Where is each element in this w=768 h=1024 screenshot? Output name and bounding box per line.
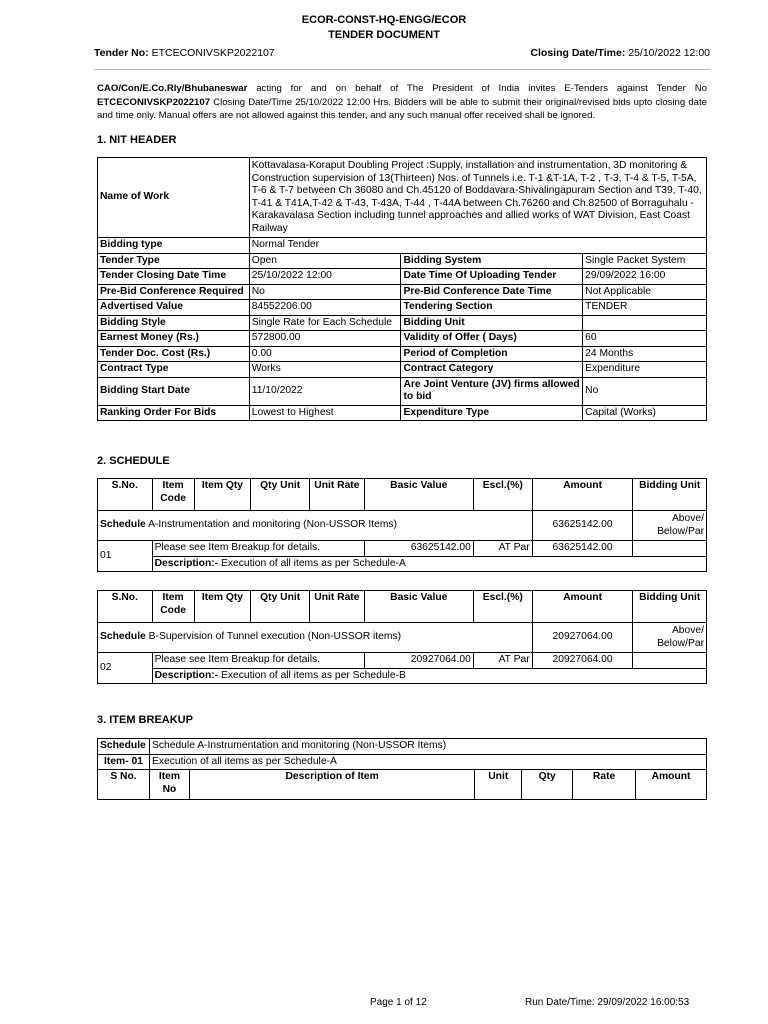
column-header: Qty Unit [251, 591, 310, 623]
item-escl: AT Par [473, 653, 532, 669]
item-description [152, 668, 706, 684]
intro-tender-no: ETCECONIVSKP2022107 [97, 96, 211, 108]
column-header: Escl.(%) [473, 479, 532, 511]
column-header: Item Code [152, 591, 194, 623]
nit-label: Tender Type [98, 253, 250, 269]
nit-label: Validity of Offer ( Days) [401, 331, 583, 347]
divider [94, 69, 710, 70]
schedule-name [98, 623, 533, 653]
column-header: Item Qty [194, 591, 251, 623]
closing-label: Closing Date/Time: [530, 47, 626, 59]
column-header: Item Code [152, 479, 194, 511]
nit-row [98, 346, 707, 362]
nit-label: Name of Work [98, 158, 250, 238]
schedule-table [97, 478, 707, 572]
intro-paragraph [97, 82, 707, 123]
schedule-desc-row [98, 668, 707, 684]
page-number: Page 1 of 12 [370, 997, 427, 1008]
column-header: Qty [522, 770, 573, 800]
nit-row [98, 315, 707, 331]
schedule-item-row [98, 541, 707, 557]
nit-value: Expenditure [583, 362, 707, 378]
breakup-schedule-value: Schedule A-Instrumentation and monitoring (Non-USSOR Items) [149, 739, 706, 755]
tender-no-value: ETCECONIVSKP2022107 [151, 47, 275, 59]
nit-label: Are Joint Venture (JV) firms allowed to bid [401, 377, 583, 405]
item-description [152, 556, 706, 572]
nit-row-name-of-work [98, 158, 707, 238]
breakup-schedule-row [98, 739, 707, 755]
breakup-item-label: Item- 01 [98, 754, 150, 770]
schedule-desc-row [98, 556, 707, 572]
item-amount: 63625142.00 [532, 541, 633, 557]
nit-value: Not Applicable [583, 284, 707, 300]
item-basic-value: 63625142.00 [364, 541, 473, 557]
nit-value: 0.00 [249, 346, 401, 362]
column-header: Bidding Unit [633, 591, 707, 623]
run-datetime: Run Date/Time: 29/09/2022 16:00:53 [525, 997, 690, 1008]
schedule-name-row [98, 511, 707, 541]
item-sno: 01 [98, 541, 153, 572]
schedule-name-value: B-Supervision of Tunnel execution (Non-USSOR items) [148, 631, 402, 643]
nit-value: 84552206.00 [249, 300, 401, 316]
column-header: S.No. [98, 479, 153, 511]
nit-row [98, 300, 707, 316]
schedule-item-row [98, 653, 707, 669]
schedule-header-row [98, 479, 707, 511]
nit-value: Normal Tender [249, 238, 706, 254]
nit-row [98, 284, 707, 300]
nit-label: Tender Closing Date Time [98, 269, 250, 285]
breakup-heading: 3. ITEM BREAKUP [97, 714, 193, 726]
nit-label: Bidding Start Date [98, 377, 250, 405]
column-header: Basic Value [364, 479, 473, 511]
nit-value: No [583, 377, 707, 405]
schedule-label: Schedule [100, 631, 146, 643]
column-header: S No. [98, 770, 150, 800]
column-header: Escl.(%) [473, 591, 532, 623]
nit-value: 60 [583, 331, 707, 347]
column-header: Item Qty [194, 479, 251, 511]
nit-heading: 1. NIT HEADER [97, 134, 177, 146]
nit-value: Open [249, 253, 401, 269]
item-bidding-unit [633, 541, 707, 557]
nit-label: Bidding type [98, 238, 250, 254]
column-header: Bidding Unit [633, 479, 707, 511]
column-header: Unit [475, 770, 522, 800]
document-subtitle: TENDER DOCUMENT [328, 29, 440, 41]
nit-value: Single Packet System [583, 253, 707, 269]
column-header: Unit Rate [310, 479, 365, 511]
nit-label: Earnest Money (Rs.) [98, 331, 250, 347]
nit-label: Tender Doc. Cost (Rs.) [98, 346, 250, 362]
column-header: Basic Value [364, 591, 473, 623]
nit-label: Tendering Section [401, 300, 583, 316]
nit-value: 24 Months [583, 346, 707, 362]
nit-row [98, 253, 707, 269]
name-of-work-value: Kottavalasa-Koraput Doubling Project :Supply, installation and instrumentation, 3D monitoring & Construction supervision of 13(Thirteen) Nos. of Tunnels i.e. T-1 &T-1A, T-2 , T-3, T-4 & T-5, T-5A, T-6 & T-7 between Ch 36080 and Ch.45120 of Boddavara-Shivalingapuram Section and T39, T-40, T-41 & T41A,T-42 & T-43, T-43A, T-44 , T-44A between Ch.76260 and Ch.82500 of Borraguhalu - Karakavalasa Section including tunnel approaches and allied works of WAT Division, East Coast Railway [249, 158, 706, 238]
nit-label: Ranking Order For Bids [98, 405, 250, 421]
schedule-name [98, 511, 533, 541]
column-header: Description of Item [189, 770, 474, 800]
nit-value: 11/10/2022 [249, 377, 401, 405]
tender-no-label: Tender No: [94, 47, 149, 59]
nit-row [98, 331, 707, 347]
item-escl: AT Par [473, 541, 532, 557]
schedule-heading: 2. SCHEDULE [97, 455, 170, 467]
breakup-header-row [98, 770, 707, 800]
nit-label: Expenditure Type [401, 405, 583, 421]
column-header: Item No [149, 770, 189, 800]
nit-label: Advertised Value [98, 300, 250, 316]
breakup-item-value: Execution of all items as per Schedule-A [149, 754, 706, 770]
schedule-bidding-unit: Above/ Below/Par [633, 623, 707, 653]
nit-value: Works [249, 362, 401, 378]
nit-label: Pre-Bid Conference Date Time [401, 284, 583, 300]
desc-label: Description:- [154, 669, 219, 681]
schedule-table [97, 590, 707, 684]
breakup-schedule-label: Schedule [98, 739, 150, 755]
nit-row [98, 362, 707, 378]
item-sno: 02 [98, 653, 153, 684]
desc-label: Description:- [154, 557, 219, 569]
intro-text-2: Closing Date/Time 25/10/2022 12:00 Hrs. Bidders will be able to submit their original/revised bids upto closing date and time only. Manual offers are not allowed against this tender, and any such manual offer received shall be ignored. [97, 96, 707, 121]
schedule-header-row [98, 591, 707, 623]
nit-value: Lowest to Highest [249, 405, 401, 421]
intro-text-1: acting for and on behalf of The President of India invites E-Tenders against Tender No [247, 83, 707, 94]
schedule-bidding-unit: Above/ Below/Par [633, 511, 707, 541]
column-header: S.No. [98, 591, 153, 623]
schedule-label: Schedule [100, 519, 146, 531]
nit-label: Contract Type [98, 362, 250, 378]
nit-label: Bidding Unit [401, 315, 583, 331]
column-header: Qty Unit [251, 479, 310, 511]
nit-row-bidding-type [98, 238, 707, 254]
desc-value: Execution of all items as per Schedule-A [220, 557, 406, 569]
nit-label: Period of Completion [401, 346, 583, 362]
nit-value: Capital (Works) [583, 405, 707, 421]
closing-value: 25/10/2022 12:00 [628, 47, 710, 59]
column-header: Rate [573, 770, 636, 800]
schedule-amount: 20927064.00 [532, 623, 633, 653]
desc-value: Execution of all items as per Schedule-B [220, 669, 406, 681]
nit-label: Date Time Of Uploading Tender [401, 269, 583, 285]
nit-label: Bidding Style [98, 315, 250, 331]
item-basic-value: 20927064.00 [364, 653, 473, 669]
nit-row [98, 377, 707, 405]
nit-label: Pre-Bid Conference Required [98, 284, 250, 300]
nit-value [583, 315, 707, 331]
nit-value: No [249, 284, 401, 300]
nit-value: Single Rate for Each Schedule [249, 315, 401, 331]
intro-org: CAO/Con/E.Co.Rly/Bhubaneswar [97, 83, 248, 94]
nit-table [97, 157, 707, 421]
column-header: Amount [636, 770, 707, 800]
schedule-name-row [98, 623, 707, 653]
schedule-amount: 63625142.00 [532, 511, 633, 541]
nit-value: TENDER [583, 300, 707, 316]
item-amount: 20927064.00 [532, 653, 633, 669]
item-bidding-unit [633, 653, 707, 669]
breakup-table [97, 738, 707, 800]
document-org-title: ECOR-CONST-HQ-ENGG/ECOR [301, 14, 467, 26]
nit-label: Contract Category [401, 362, 583, 378]
breakup-item-row [98, 754, 707, 770]
item-text: Please see Item Breakup for details. [152, 653, 364, 669]
nit-label: Bidding System [401, 253, 583, 269]
nit-row [98, 405, 707, 421]
column-header: Amount [532, 479, 633, 511]
nit-value: 29/09/2022 16:00 [583, 269, 707, 285]
schedule-name-value: A-Instrumentation and monitoring (Non-USSOR Items) [148, 519, 398, 531]
nit-row [98, 269, 707, 285]
nit-value: 572800.00 [249, 331, 401, 347]
nit-value: 25/10/2022 12:00 [249, 269, 401, 285]
column-header: Unit Rate [310, 591, 365, 623]
item-text: Please see Item Breakup for details. [152, 541, 364, 557]
column-header: Amount [532, 591, 633, 623]
